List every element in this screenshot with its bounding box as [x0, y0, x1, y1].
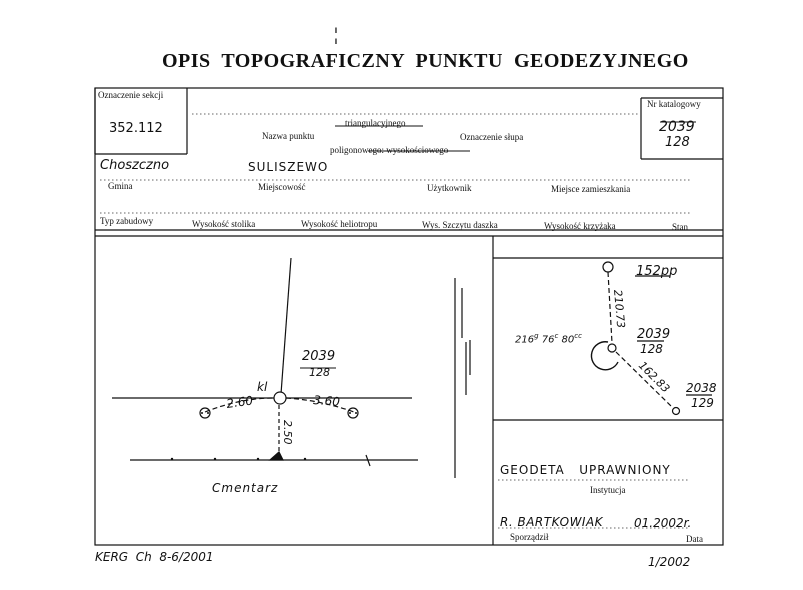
- uzytkownik-label: Użytkownik: [427, 183, 472, 193]
- date-label: Data: [686, 534, 703, 544]
- section-label: Oznaczenie sekcji: [98, 90, 164, 100]
- center-point-num: 2039: [637, 327, 671, 342]
- center-point-circle: [608, 344, 616, 352]
- angle-sec: 80: [561, 334, 575, 346]
- gmina-value: Choszczno: [100, 158, 170, 173]
- sketch-point-circle: [274, 392, 286, 404]
- dist-top: 210.73: [611, 289, 628, 329]
- top-mark: ¦: [334, 24, 338, 44]
- wys-daszka-label: Wys. Szczytu daszka: [422, 220, 498, 230]
- wys-krzyzaka-label: Wysokość krzyżaka: [544, 221, 616, 231]
- point-name-label: Nazwa punktu: [262, 131, 315, 141]
- section-value: 352.112: [109, 121, 163, 136]
- sketch-point-den: 128: [309, 366, 330, 379]
- point-152-label: 152pp: [636, 264, 678, 279]
- footer-code: 1/2002: [648, 555, 691, 569]
- wys-heliotropu-label: Wysokość heliotropu: [301, 219, 378, 229]
- point-type-polygon: poligonowego: wysokościowego: [330, 145, 449, 155]
- point-152-circle: [603, 262, 613, 272]
- dist-left: 2.60: [225, 393, 254, 411]
- miejsce-label: Miejsce zamieszkania: [551, 184, 631, 194]
- angle-g: g: [534, 332, 539, 340]
- column-label: Oznaczenie słupa: [460, 132, 524, 142]
- catalog-sub: 128: [665, 135, 690, 150]
- sketch-point-num: 2039: [302, 349, 336, 364]
- end-point-circle: [673, 408, 680, 415]
- angle-c: c: [554, 332, 559, 340]
- stan-label: Stan: [672, 222, 689, 232]
- miejscowosc-label: Miejscowość: [258, 182, 306, 192]
- center-point-den: 128: [640, 342, 663, 356]
- miejscowosc-value: SULISZEWO: [248, 160, 329, 174]
- gmina-label: Gmina: [108, 181, 133, 191]
- catalog-label: Nr katalogowy: [647, 99, 701, 109]
- surveyor-name: R. BARTKOWIAK: [500, 515, 604, 529]
- angle-min: 76: [541, 334, 555, 346]
- dist-right: 3.60: [312, 393, 341, 409]
- surveyor-title: GEODETA UPRAWNIONY: [500, 463, 671, 477]
- point-type-triangulation: triangulacyjnego: [345, 118, 406, 128]
- page-title: OPIS TOPOGRAFICZNY PUNKTU GEODEZYJNEGO: [162, 50, 689, 72]
- survey-date: 01.2002r.: [634, 516, 692, 530]
- typ-zabudowy-label: Typ zabudowy: [100, 216, 154, 226]
- angle-cc: cc: [574, 332, 582, 340]
- dist-bottom: 162.83: [635, 358, 673, 396]
- place-label: Cmentarz: [212, 481, 279, 495]
- catalog-number: 2039: [659, 119, 695, 135]
- end-point-num: 2038: [686, 381, 717, 395]
- footer-reference: KERG Ch 8-6/2001: [95, 550, 214, 564]
- sketch-drawing: [112, 258, 470, 478]
- wys-stolika-label: Wysokość stolika: [192, 219, 256, 229]
- institution-label: Instytucja: [590, 485, 626, 495]
- end-point-den: 129: [691, 396, 714, 410]
- author-label: Sporządził: [510, 532, 549, 542]
- angle-value: [515, 332, 582, 345]
- kl-label: kl: [257, 380, 268, 394]
- dist-down: 2.50: [281, 420, 294, 445]
- angle-deg: 216: [515, 334, 535, 346]
